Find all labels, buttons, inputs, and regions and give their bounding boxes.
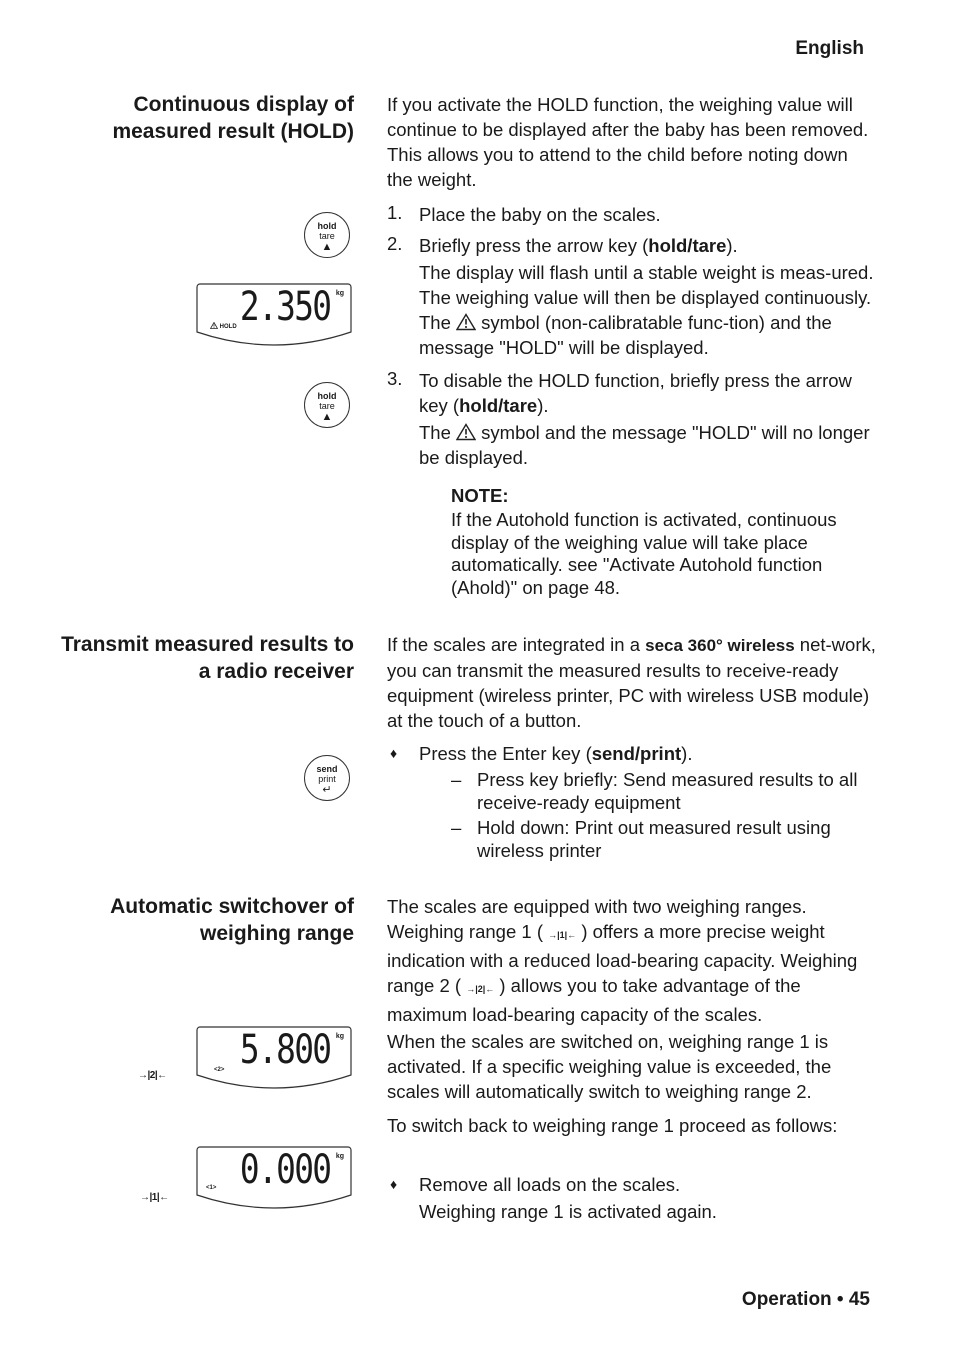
key-label-tare: tare [319, 401, 335, 411]
note-label: NOTE: [451, 485, 509, 506]
language-header: English [795, 38, 864, 59]
dash-icon: – [451, 817, 462, 838]
section-title-range: Automatic switchover of weighing range [110, 895, 354, 945]
display-weight: 0.000 [239, 1147, 330, 1193]
step-2-text-end: ). [726, 235, 738, 256]
step-2-detail-b: symbol (non-calibratable func-tion) and the message "HOLD" will be displayed. [419, 312, 832, 358]
step-3-detail-a: The [419, 422, 451, 443]
warning-icon [456, 423, 476, 441]
step-1: Place the baby on the scales. [419, 204, 661, 225]
step-3-text-end: ). [537, 395, 549, 416]
step-2 [419, 233, 879, 258]
step-2-detail [419, 260, 879, 360]
section-title-transmit: Transmit measured results to a radio receiver [61, 633, 354, 683]
step-3-detail [419, 420, 879, 470]
display-hold-text: HOLD [219, 324, 237, 330]
scale-display-hold [196, 282, 352, 348]
key-name: hold/tare [459, 395, 538, 416]
display-unit: kg [335, 1033, 344, 1040]
transmit-step-end: ). [681, 743, 693, 764]
key-name: send/print [591, 743, 682, 764]
display-range-indicator: <1> [206, 1185, 217, 1191]
brand-name: seca 360° wireless [645, 636, 795, 655]
display-unit: kg [335, 1153, 344, 1160]
step-3 [419, 368, 879, 418]
section-title-hold: Continuous display of measured result (HOLD) [112, 93, 354, 143]
range-p3: To switch back to weighing range 1 proceed as follows: [387, 1115, 838, 1136]
range-p1-a: The scales are equipped with two weighing ranges. Weighing range 1 ( [387, 896, 807, 942]
range-2-icon: →|2|← [466, 984, 495, 994]
display-hold-indicator [210, 322, 237, 330]
step-number: 1. [387, 202, 403, 223]
bullet-icon: ♦ [390, 745, 398, 761]
enter-icon: ↵ [322, 784, 332, 796]
bullet-icon: ♦ [390, 1176, 398, 1192]
key-label-hold: hold [317, 221, 337, 231]
transmit-intro-b: net-work, you can transmit the measured results to receive-ready equipment (wireless printer, PC with wireless USB module) at the touch of a button. [387, 634, 876, 731]
scale-display-range-1 [196, 1145, 352, 1211]
range-step: Remove all loads on the scales. [419, 1174, 681, 1195]
display-unit: kg [335, 290, 344, 297]
range-1-icon: →|1|← [548, 930, 577, 940]
key-label-print: print [318, 774, 336, 784]
range-step-detail: Weighing range 1 is activated again. [419, 1201, 717, 1222]
hold-tare-key [304, 382, 350, 428]
transmit-intro-a: If the scales are integrated in a [387, 634, 640, 655]
transmit-step [419, 741, 879, 766]
page-footer: Operation • 45 [741, 1289, 870, 1310]
transmit-step-text: Press the Enter key ( [419, 743, 592, 764]
key-label-tare: tare [319, 231, 335, 241]
step-2-detail-a: The display will flash until a stable weight is meas-ured. The weighing value will then be displayed continuously. The [419, 262, 874, 333]
display-weight: 2.350 [239, 284, 330, 330]
step-2-text: Briefly press the arrow key ( [419, 235, 649, 256]
range-p2: When the scales are switched on, weighing range 1 is activated. If a specific weighing value is exceeded, the scales will automatically switch to weighing range 2. [387, 1031, 832, 1102]
step-number: 3. [387, 368, 403, 389]
transmit-intro [387, 632, 877, 733]
range-2-icon: →|2|← [138, 1070, 167, 1081]
key-label-hold: hold [317, 391, 337, 401]
range-p1 [387, 894, 877, 1027]
step-3-text: To disable the HOLD function, briefly press the arrow key ( [419, 370, 852, 416]
step-3-detail-b: symbol and the message "HOLD" will no longer be displayed. [419, 422, 870, 468]
range-p1-b: ) offers a more precise weight indication with a reduced load-bearing capacity. Weighing range 2 ( [387, 921, 858, 996]
dash-icon: – [451, 769, 462, 790]
warning-icon [456, 313, 476, 331]
range-1-icon: →|1|← [140, 1192, 169, 1203]
note-text: If the Autohold function is activated, continuous display of the weighing value will take place automatically. see "Activate Autohold function (Ahold)" on page 48. [451, 509, 837, 598]
arrow-up-icon: ▲ [321, 411, 333, 423]
key-label-send: send [316, 764, 338, 774]
send-print-key [304, 755, 350, 801]
display-range-indicator: <2> [214, 1067, 225, 1073]
scale-display-range-2 [196, 1025, 352, 1091]
display-weight: 5.800 [239, 1027, 330, 1073]
range-p1-c: ) allows you to take advantage of the maximum load-bearing capacity of the scales. [387, 975, 801, 1025]
transmit-sub-1: Press key briefly: Send measured results to all receive-ready equipment [477, 769, 858, 813]
arrow-up-icon: ▲ [321, 241, 333, 253]
key-name: hold/tare [648, 235, 727, 256]
warning-icon [210, 322, 218, 329]
step-number: 2. [387, 233, 403, 254]
transmit-sub-2: Hold down: Print out measured result using wireless printer [477, 817, 831, 861]
hold-tare-key [304, 212, 350, 258]
hold-intro: If you activate the HOLD function, the weighing value will continue to be displayed after the baby has been removed. This allows you to attend to the child before noting down the weight. [387, 94, 869, 190]
